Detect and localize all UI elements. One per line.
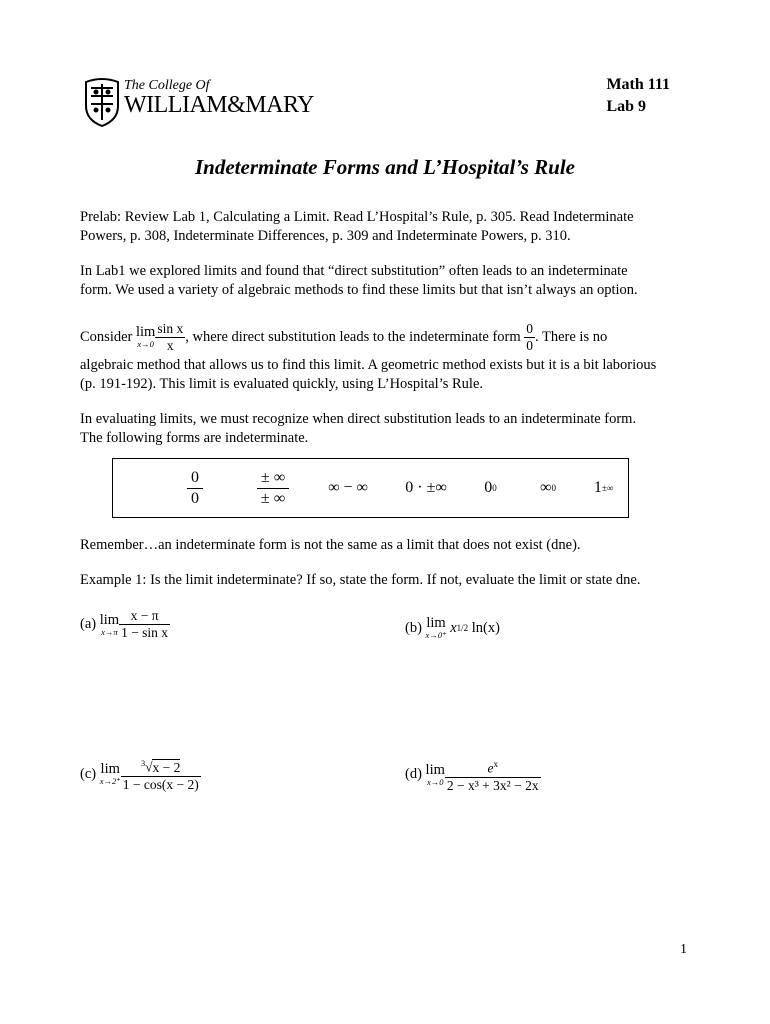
logo-line-1: The College Of bbox=[124, 78, 210, 93]
consider-line-3: (p. 191-192). This limit is evaluated quickly, using L’Hospital’s Rule. bbox=[80, 376, 484, 392]
prelab-line-1: Prelab: Review Lab 1, Calculating a Limit. Read L’Hospital’s Rule, p. 305. Read Indeterminate bbox=[80, 209, 634, 225]
form5-exponent: 0 bbox=[492, 483, 497, 493]
form7-exponent: ±∞ bbox=[601, 483, 614, 493]
consider-prefix: Consider bbox=[80, 328, 133, 345]
part-b-lim: lim bbox=[426, 615, 446, 631]
form7-base: 1 bbox=[593, 479, 602, 496]
form-one-power-inf bbox=[581, 459, 626, 517]
intro-paragraph bbox=[80, 262, 695, 300]
part-a-denominator: 1 − sin x bbox=[121, 625, 169, 640]
form-inf-minus-inf: ∞ − ∞ bbox=[328, 479, 368, 496]
remember-note: Remember…an indeterminate form is not the same as a limit that does not exist (dne). bbox=[80, 537, 581, 553]
page-title: Indeterminate Forms and L’Hospital’s Rule bbox=[195, 155, 575, 179]
part-c-denominator: 1 − cos(x − 2) bbox=[122, 776, 199, 792]
lim-word: lim bbox=[135, 324, 156, 340]
part-b-log: ln(x) bbox=[471, 619, 500, 636]
form-zero-over-zero bbox=[175, 459, 215, 517]
intro-line-2: form. We used a variety of algebraic methods to find these limits but that isn’t always an option. bbox=[80, 282, 638, 298]
course-name: Math 111 bbox=[606, 76, 670, 93]
college-logo bbox=[82, 76, 342, 132]
consider-paragraph bbox=[80, 318, 695, 394]
consider-line-2: algebraic method that allows us to find this limit. A geometric method exists but it is a bit laborious bbox=[80, 357, 657, 373]
part-d bbox=[405, 756, 541, 794]
prelab-line-2: Powers, p. 308, Indeterminate Differences, p. 309 and Indeterminate Powers, p. 310. bbox=[80, 228, 571, 244]
part-b-base: x bbox=[450, 619, 457, 636]
radical-sign-icon: √ bbox=[145, 759, 153, 775]
example-1-prompt: Example 1: Is the limit indeterminate? If so, state the form. If not, evaluate the limit or state dne. bbox=[80, 572, 641, 588]
fraction-denominator: x bbox=[166, 337, 174, 353]
part-c bbox=[80, 756, 201, 793]
course-header bbox=[606, 74, 670, 118]
page-number: 1 bbox=[680, 942, 687, 957]
form-zero-power-zero bbox=[468, 459, 513, 517]
form6-exponent: 0 bbox=[551, 483, 556, 493]
part-d-lim-sub: x→0 bbox=[426, 776, 444, 787]
evaluating-line-2: The following forms are indeterminate. bbox=[80, 430, 309, 446]
consider-line-1 bbox=[80, 318, 695, 356]
part-b-lim-sub: x→0⁺ bbox=[425, 630, 447, 640]
form-inf-over-inf bbox=[248, 459, 298, 517]
part-b bbox=[405, 616, 500, 640]
lim-subscript: x→0 bbox=[137, 339, 154, 349]
form2-denominator: ± ∞ bbox=[260, 489, 286, 507]
consider-suffix: . There is no bbox=[535, 328, 608, 345]
indeterminate-forms-box bbox=[112, 458, 629, 518]
form-numerator: 0 bbox=[526, 320, 534, 336]
part-b-exponent: 1/2 bbox=[456, 623, 469, 633]
part-d-exponent: x bbox=[493, 759, 498, 769]
form5-base: 0 bbox=[484, 479, 493, 496]
logo-line-2: WILLIAM&MARY bbox=[124, 92, 314, 118]
part-d-base: e bbox=[487, 760, 494, 776]
form1-numerator: 0 bbox=[187, 468, 203, 489]
part-d-denominator: 2 − x³ + 3x² − 2x bbox=[446, 777, 539, 793]
part-c-label: (c) bbox=[80, 765, 97, 782]
part-c-root-index: 3 bbox=[141, 759, 146, 768]
consider-middle: , where direct substitution leads to the indeterminate form bbox=[185, 328, 521, 345]
intro-line-1: In Lab1 we explored limits and found that “direct substitution” often leads to an indeterminate bbox=[80, 263, 628, 279]
form-zero-times-inf: 0 · ±∞ bbox=[405, 479, 447, 496]
prelab-paragraph bbox=[80, 208, 695, 246]
evaluating-line-1: In evaluating limits, we must recognize when direct substitution leads to an indeterminate form. bbox=[80, 411, 637, 427]
lab-number: Lab 9 bbox=[606, 98, 647, 115]
form6-base: ∞ bbox=[540, 479, 552, 496]
part-d-label: (d) bbox=[405, 766, 422, 783]
form2-numerator: ± ∞ bbox=[257, 468, 289, 489]
part-c-lim-sub: x→2⁺ bbox=[99, 776, 121, 787]
part-d-lim: lim bbox=[425, 761, 445, 778]
part-a-lim-sub: x→π bbox=[101, 626, 118, 637]
form1-denominator: 0 bbox=[191, 489, 199, 507]
part-c-lim: lim bbox=[100, 761, 120, 778]
college-seal-icon bbox=[82, 76, 122, 128]
fraction-numerator: sin x bbox=[157, 320, 184, 336]
consider-limit bbox=[136, 325, 155, 349]
part-c-radicand: x − 2 bbox=[152, 759, 181, 775]
part-a bbox=[80, 608, 170, 641]
form-denominator: 0 bbox=[526, 337, 534, 353]
consider-fraction bbox=[155, 321, 185, 354]
part-c-numerator bbox=[121, 756, 201, 777]
part-d-numerator bbox=[445, 756, 541, 778]
form-inf-power-zero bbox=[523, 459, 573, 517]
part-b-label: (b) bbox=[405, 619, 422, 636]
part-a-lim: lim bbox=[99, 611, 120, 628]
part-a-numerator: x − π bbox=[119, 608, 170, 625]
part-a-label: (a) bbox=[80, 616, 97, 632]
zero-over-zero-form bbox=[524, 321, 535, 354]
evaluating-paragraph bbox=[80, 410, 695, 448]
